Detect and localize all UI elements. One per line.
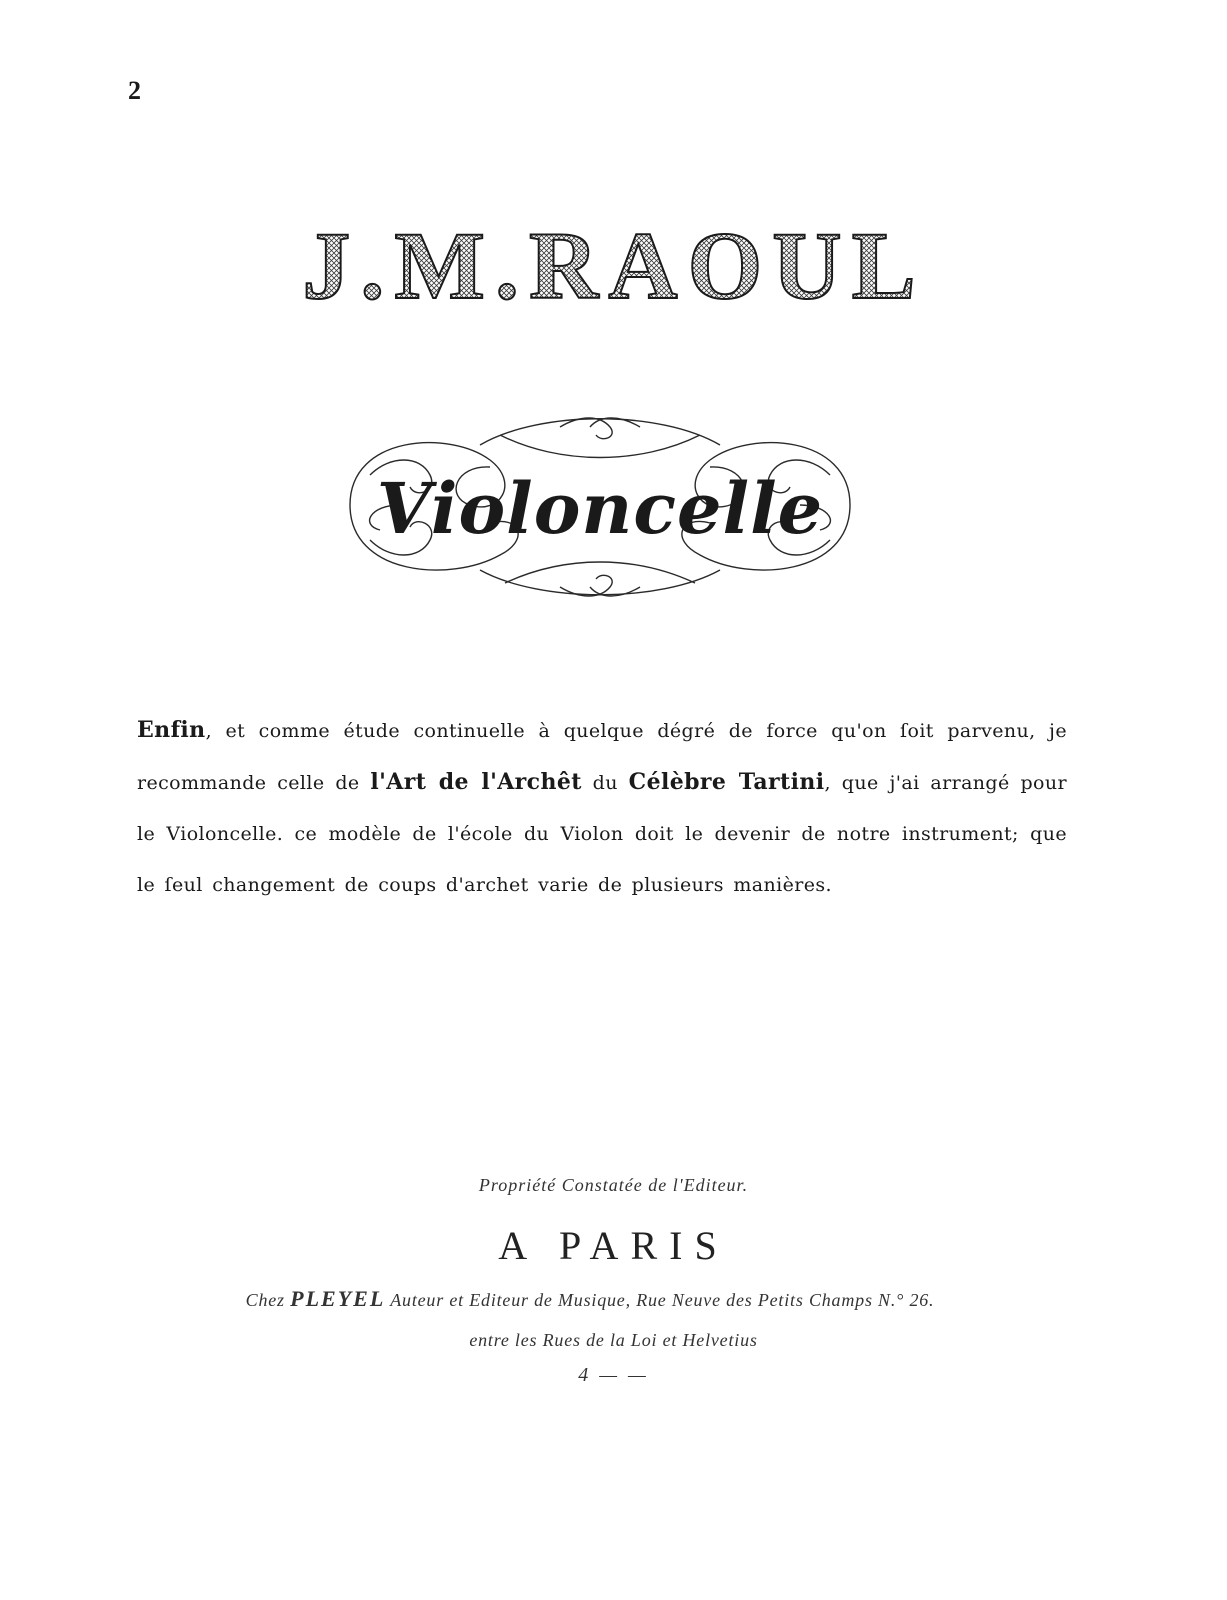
body-opening-word: Enfin	[137, 717, 206, 743]
body-paragraph	[137, 705, 1067, 911]
body-text-2: du	[581, 772, 629, 794]
body-composer-reference: Célèbre Tartini	[628, 769, 825, 795]
publication-city: A PARIS	[498, 1223, 729, 1268]
publisher-details: Auteur et Editeur de Musique, Rue Neuve des Petits Champs N.° 26.	[390, 1290, 935, 1310]
publisher-address: entre les Rues de la Loi et Helvetius	[469, 1330, 758, 1350]
composer-heading	[0, 218, 1227, 322]
publisher-line	[110, 1286, 1070, 1312]
body-text-1: , et comme étude continuelle à quelque dégré de force qu'on ſoit parvenu, je recommande celle de	[137, 720, 1067, 794]
instrument-name: Violoncelle	[376, 467, 824, 550]
violoncelle-ornament	[330, 405, 870, 605]
price: 4 — —	[578, 1364, 649, 1386]
composer-title	[254, 218, 974, 318]
copyright-note: Propriété Constatée de l'Editeur.	[478, 1175, 749, 1195]
publisher-prefix: Chez	[245, 1290, 285, 1310]
composer-name: J.M.RAOUL	[301, 218, 926, 318]
body-text-3: , que j'ai arrangé pour le Violoncelle. ce modèle de l'école du Violon doit le devenir de notre instrument; que le ſeul changement de coups d'archet varie de plusieurs manières.	[137, 772, 1067, 896]
publisher-name: PLEYEL	[290, 1286, 386, 1311]
body-work-title: l'Art de l'Archêt	[370, 769, 582, 795]
page-number: 2	[128, 76, 141, 105]
